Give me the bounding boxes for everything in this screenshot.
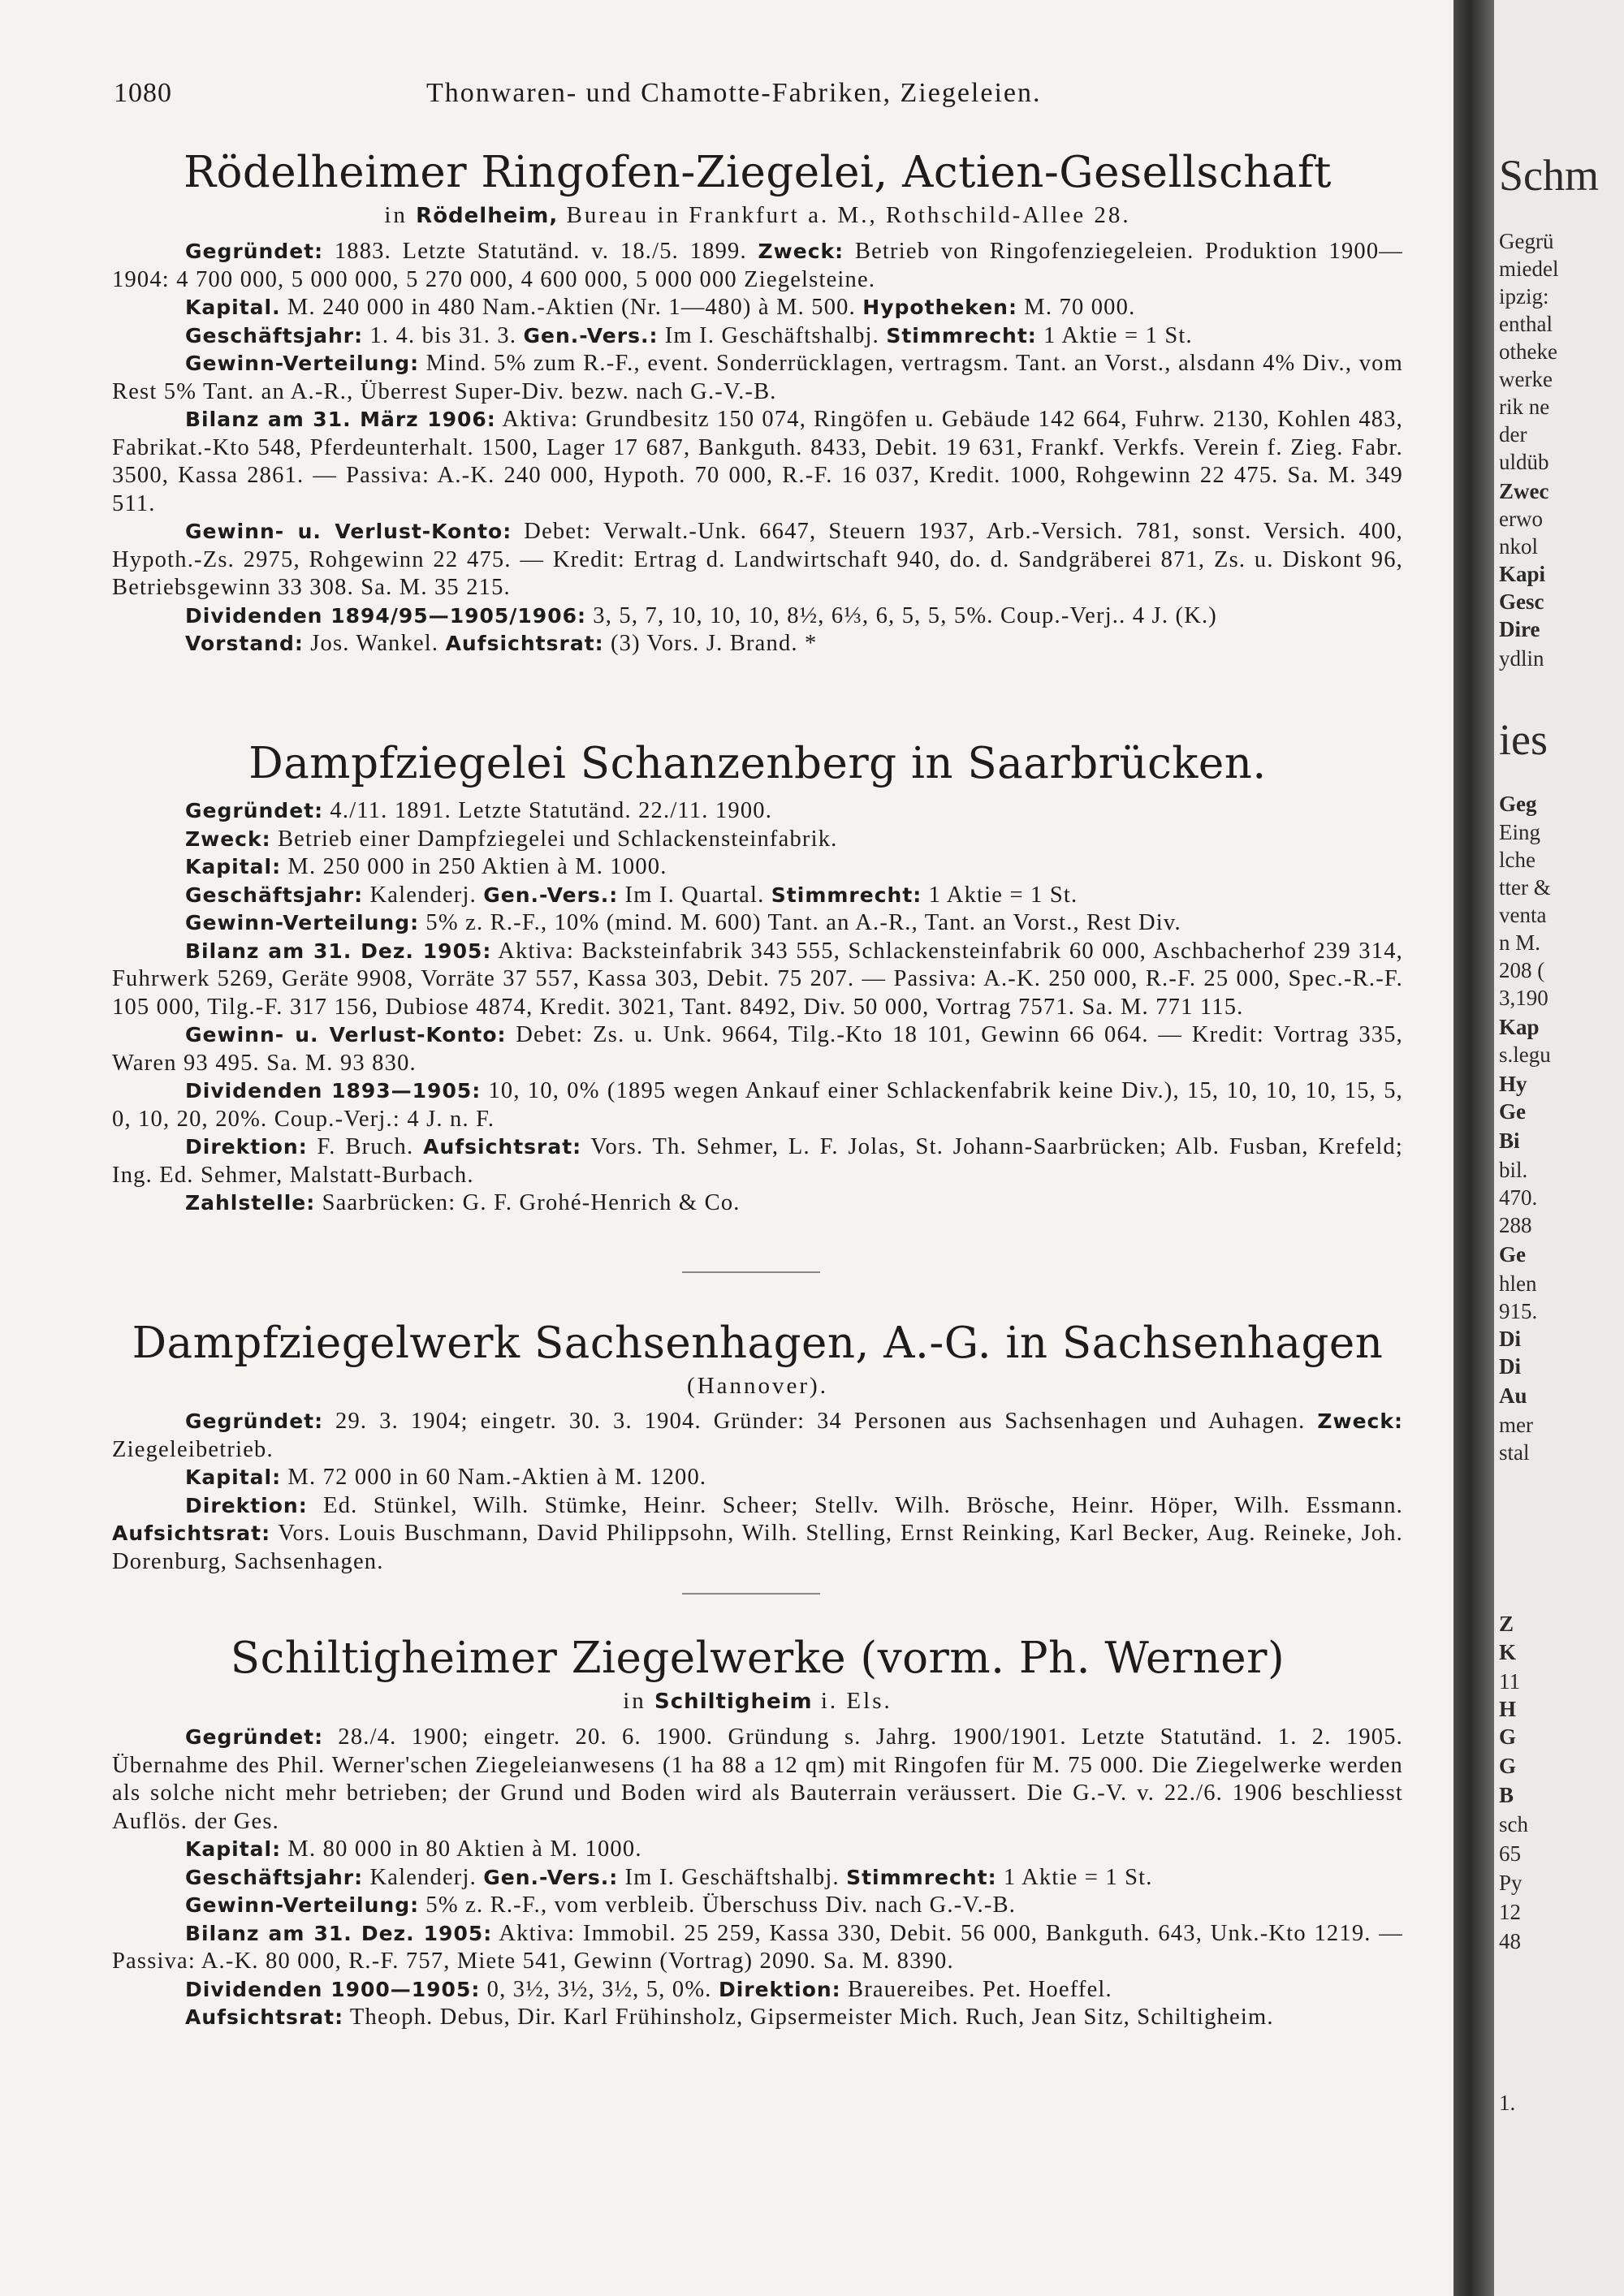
field-value: Theoph. Debus, Dir. Karl Frühinsholz, Gipsermeister Mich. Ruch, Jean Sitz, Schiltigheim.	[343, 2005, 1274, 2030]
entry-paragraph	[112, 602, 1403, 631]
field-value: Mind. 5% zum R.-F., event. Sonderrücklagen, vertragsm. Tant. an Vorst., alsdann 4% Div., vom Rest 5% Tant. an A.-R., Überrest Super-Div. bezw. nach G.-V.-B.	[112, 351, 1403, 404]
entry-paragraph	[112, 1724, 1403, 1836]
adjacent-page-fragment: B	[1499, 1783, 1514, 1807]
field-value: Kalenderj.	[363, 882, 484, 908]
entry-body	[112, 238, 1403, 658]
adjacent-page-fragment: G	[1499, 1724, 1517, 1749]
field-value: Im I. Geschäftshalbj.	[658, 322, 887, 348]
field-value: Aktiva: Backsteinfabrik 343 555, Schlackensteinfabrik 60 000, Aschbacherhof 239 314, Fuhrwerk 5269, Geräte 9908, Vorräte 37 557, Kassa 303, Debit. 75 207. — Passiva: A.-K. 250 000, R.-F. 25 000, Spec.-R.-F. 105 000, Tilg.-F. 317 156, Dubiose 4874, Kredit. 3021, Tant. 8492, Div. 50 000, Vortrag 7571. Sa. M. 771 115.	[112, 938, 1403, 1020]
entry-paragraph	[112, 797, 1403, 826]
field-label: Gewinn-Verteilung:	[185, 352, 420, 375]
field-value: Debet: Zs. u. Unk. 9664, Tilg.-Kto 18 101, Gewinn 66 064. — Kredit: Vortrag 335, Waren 93 495. Sa. M. 93 830.	[112, 1022, 1403, 1076]
field-label: Gewinn- u. Verlust-Konto:	[185, 1023, 507, 1047]
field-label: Zweck:	[758, 240, 844, 263]
field-label: Aufsichtsrat:	[112, 1521, 271, 1545]
field-value: 0, 3½, 3½, 3½, 5, 0%.	[480, 1976, 719, 2002]
company-entry-schiltigheim	[112, 1632, 1403, 2032]
book-gutter	[1453, 0, 1494, 2296]
entry-paragraph	[112, 882, 1403, 910]
field-value: 1 Aktie = 1 St.	[922, 882, 1078, 908]
adjacent-page-fragment: Dire	[1499, 617, 1540, 641]
field-label: Direktion:	[185, 1493, 308, 1517]
entry-paragraph	[112, 1892, 1403, 1920]
adjacent-page-fragment: rik ne	[1499, 395, 1550, 419]
adjacent-page-fragment: G	[1499, 1754, 1517, 1778]
entry-paragraph	[112, 1976, 1403, 2005]
adjacent-page-fragment: enthal	[1499, 312, 1553, 336]
adjacent-page-fragment: bil.	[1499, 1158, 1528, 1182]
company-entry-schanzenberg	[112, 737, 1403, 1218]
field-label: Bilanz am 31. Dez. 1905:	[185, 939, 492, 963]
adjacent-page-fragment: Di	[1499, 1327, 1521, 1351]
field-value: Debet: Verwalt.-Unk. 6647, Steuern 1937, Arb.-Versich. 781, sonst. Versich. 400, Hypoth.-Zs. 2975, Rohgewinn 22 475. — Kredit: Ertrag d. Landwirtschaft 940, do. d. Sandgräberei 871, Zs. u. Diskont 96, Betriebsgewinn 33 308. Sa. M. 35 215.	[112, 519, 1404, 600]
adjacent-page-fragment: Zwec	[1499, 479, 1549, 503]
adjacent-page-fragment: sch	[1499, 1812, 1528, 1836]
entry-paragraph	[112, 1077, 1403, 1133]
adjacent-page-fragment: Ge	[1499, 1242, 1526, 1267]
company-location: in Schiltigheim i. Els.	[623, 1688, 892, 1714]
field-label: Kapital:	[185, 1837, 282, 1861]
field-value: M. 72 000 in 60 Nam.-Aktien à M. 1200.	[281, 1465, 707, 1490]
field-value: Betrieb einer Dampfziegelei und Schlackensteinfabrik.	[270, 826, 838, 852]
running-title: Thonwaren- und Chamotte-Fabriken, Ziegeleien.	[426, 78, 1042, 108]
field-value: Im I. Quartal.	[618, 882, 771, 908]
field-value: 1 Aktie = 1 St.	[996, 1864, 1153, 1890]
field-label: Stimmrecht:	[846, 1865, 997, 1889]
entry-paragraph	[112, 1189, 1403, 1218]
field-label: Aufsichtsrat:	[185, 2005, 344, 2029]
adjacent-page-edge	[1494, 0, 1624, 2296]
entry-paragraph	[112, 1920, 1403, 1976]
adjacent-page-fragment: 12	[1499, 1900, 1521, 1924]
entry-paragraph	[112, 1133, 1403, 1189]
field-label: Aufsichtsrat:	[423, 1135, 582, 1159]
field-value: 1883. Letzte Statutänd. v. 18./5. 1899.	[323, 239, 758, 264]
entry-paragraph	[112, 1864, 1403, 1892]
adjacent-page-fragment: 470.	[1499, 1185, 1538, 1210]
adjacent-page-fragment: Ge	[1499, 1099, 1526, 1124]
field-label: Gegründet:	[185, 799, 324, 822]
entry-paragraph	[112, 1021, 1403, 1077]
field-label: Zweck:	[185, 826, 271, 851]
field-label: Gen.-Vers.:	[523, 323, 659, 347]
adjacent-page-fragment: ipzig:	[1499, 284, 1549, 309]
field-value: M. 80 000 in 80 Aktien à M. 1000.	[281, 1836, 642, 1862]
field-value: (3) Vors. J. Brand. *	[603, 631, 818, 656]
field-label: Vorstand:	[185, 632, 304, 655]
field-label: Dividenden 1893—1905:	[185, 1079, 482, 1103]
field-label: Bilanz am 31. Dez. 1905:	[185, 1921, 493, 1945]
company-title: Dampfziegelwerk Sachsenhagen, A.-G. in Sachsenhagen	[132, 1318, 1384, 1368]
field-label: Kapital:	[185, 1465, 282, 1489]
adjacent-page-fragment: 65	[1499, 1841, 1521, 1866]
field-value: Aktiva: Immobil. 25 259, Kassa 330, Debit. 56 000, Bankguth. 643, Unk.-Kto 1219. — Passiva: A.-K. 80 000, R.-F. 757, Miete 541, Gewinn (Vortrag) 2090. Sa. M. 8390.	[112, 1920, 1403, 1974]
field-label: Gegründet:	[185, 1409, 324, 1433]
company-title: Rödelheimer Ringofen-Ziegelei, Actien-Gesellschaft	[184, 148, 1332, 197]
entry-body	[112, 1408, 1403, 1576]
field-value: 10, 10, 0% (1895 wegen Ankauf einer Schlackenfabrik keine Div.), 15, 10, 10, 10, 15, 5, 0, 10, 20, 20%. Coup.-Verj.: 4 J. n. F.	[112, 1078, 1403, 1132]
field-value: 1. 4. bis 31. 3.	[363, 322, 524, 348]
entry-paragraph	[112, 518, 1403, 602]
field-value: 5% z. R.-F., vom verbleib. Überschuss Div. nach G.-V.-B.	[419, 1892, 1017, 1918]
entry-paragraph	[112, 406, 1403, 518]
field-value: Jos. Wankel.	[303, 631, 446, 656]
adjacent-page-fragment: 208 (	[1499, 958, 1545, 982]
section-divider	[682, 1271, 820, 1273]
adjacent-page-fragment: 288	[1499, 1213, 1532, 1237]
field-label: Dividenden 1900—1905:	[185, 1977, 481, 2001]
entry-paragraph	[112, 938, 1403, 1022]
entry-body	[112, 797, 1403, 1218]
entry-paragraph	[112, 1836, 1403, 1864]
field-label: Kapital:	[185, 855, 282, 878]
adjacent-page-fragment: stal	[1499, 1440, 1530, 1465]
field-label: Gegründet:	[185, 1725, 324, 1749]
field-value: Betrieb von Ringofenziegeleien. Produktion 1900—1904: 4 700 000, 5 000 000, 5 270 000, 4 600 000, 5 000 000 Ziegelsteine.	[112, 239, 1403, 292]
entry-paragraph	[112, 853, 1403, 882]
adjacent-page-fragment: H	[1499, 1697, 1517, 1721]
adjacent-page-fragment: Au	[1499, 1383, 1527, 1408]
adjacent-page-fragment: ydlin	[1499, 646, 1544, 671]
adjacent-page-fragment: Schm	[1499, 151, 1600, 200]
entry-body	[112, 1724, 1403, 2032]
field-label: Aufsichtsrat:	[445, 632, 604, 655]
adjacent-page-fragment: s.legu	[1499, 1042, 1551, 1067]
adjacent-page-fragment: Hy	[1499, 1072, 1527, 1096]
entry-paragraph	[112, 350, 1403, 406]
entry-paragraph	[112, 294, 1403, 322]
field-label: Kapital.	[185, 296, 281, 319]
field-value: 28./4. 1900; eingetr. 20. 6. 1900. Gründung s. Jahrg. 1900/1901. Letzte Statutänd. 1. 2. 1905. Übernahme des Phil. Werner'schen Ziegeleianwesens (1 ha 88 a 12 qm) mit Ringofen für M. 75 000. Die Ziegelwerke werden als solche nicht mehr betrieben; der Grund und Boden wird als Bauterrain veräussert. Die G.-V. v. 22./6. 1906 beschliesst Auflös. der Ges.	[112, 1724, 1403, 1834]
adjacent-page-fragment: ies	[1499, 715, 1548, 764]
field-label: Hypotheken:	[862, 296, 1017, 319]
entry-paragraph	[112, 909, 1403, 938]
field-label: Dividenden 1894/95—1905/1906:	[185, 603, 586, 628]
field-value: Ed. Stünkel, Wilh. Stümke, Heinr. Scheer; Stellv. Wilh. Brösche, Heinr. Höper, Wilh. Essmann.	[307, 1492, 1403, 1518]
field-label: Gegründet:	[185, 240, 324, 263]
field-value: Aktiva: Grundbesitz 150 074, Ringöfen u. Gebäude 142 664, Fuhrw. 2130, Kohlen 483, Fabrikat.-Kto 548, Pferdeunterhalt. 1500, Lager 17 687, Bankguth. 8433, Debit. 19 631, Frankf. Verkfs. Verein f. Zieg. Fabr. 3500, Kassa 2861. — Passiva: A.-K. 240 000, Hypoth. 70 000, R.-F. 16 037, Kredit. 1000, Rohgewinn 22 475. Sa. M. 349 511.	[112, 407, 1403, 516]
field-value: F. Bruch.	[307, 1134, 424, 1159]
field-label: Zweck:	[1317, 1409, 1403, 1433]
field-value: Vors. Louis Buschmann, David Philippsohn, Wilh. Stelling, Ernst Reinking, Karl Becker, Aug. Reineke, Joh. Dorenburg, Sachsenhagen.	[112, 1521, 1403, 1574]
entry-paragraph	[112, 2004, 1403, 2032]
field-value: M. 250 000 in 250 Aktien à M. 1000.	[281, 854, 667, 879]
company-title: Dampfziegelei Schanzenberg in Saarbrücken.	[248, 739, 1267, 788]
field-value: Im I. Geschäftshalbj.	[618, 1864, 847, 1890]
adjacent-page-fragment: Py	[1499, 1871, 1522, 1895]
field-value: Brauereibes. Pet. Hoeffel.	[840, 1976, 1112, 2002]
entry-paragraph	[112, 826, 1403, 854]
field-label: Stimmrecht:	[771, 883, 922, 907]
entry-paragraph	[112, 322, 1403, 351]
field-value: Vors. Th. Sehmer, L. F. Jolas, St. Johann-Saarbrücken; Alb. Fusban, Krefeld; Ing. Ed. Sehmer, Malstatt-Burbach.	[112, 1134, 1404, 1188]
entry-paragraph	[112, 1464, 1403, 1492]
adjacent-page-fragment: Geg	[1499, 792, 1537, 816]
adjacent-page-fragment: Eing	[1499, 820, 1540, 844]
field-value: 5% z. R.-F., 10% (mind. M. 600) Tant. an A.-R., Tant. an Vorst., Rest Div.	[419, 910, 1181, 935]
field-label: Gewinn-Verteilung:	[185, 911, 420, 934]
adjacent-page-fragment: mer	[1499, 1413, 1533, 1437]
company-title: Schiltigheimer Ziegelwerke (vorm. Ph. Werner)	[230, 1634, 1285, 1683]
adjacent-page-fragment: Bi	[1499, 1129, 1520, 1153]
field-label: Gen.-Vers.:	[483, 883, 619, 907]
adjacent-page-fragment: uldüb	[1499, 450, 1549, 474]
field-value: M. 70 000.	[1017, 295, 1136, 320]
adjacent-page-fragment: n M.	[1499, 930, 1541, 955]
field-value: 4./11. 1891. Letzte Statutänd. 22./11. 1900.	[323, 798, 773, 823]
field-value: Ziegeleibetrieb.	[112, 1436, 274, 1462]
field-value: 29. 3. 1904; eingetr. 30. 3. 1904. Gründer: 34 Personen aus Sachsenhagen und Auhagen.	[323, 1409, 1318, 1434]
adjacent-page-fragment: 915.	[1499, 1299, 1538, 1323]
running-header	[114, 78, 1445, 119]
page-number: 1080	[114, 78, 172, 108]
field-label: Direktion:	[185, 1135, 308, 1159]
company-entry-roedelheim	[112, 146, 1403, 658]
field-label: Geschäftsjahr:	[185, 883, 364, 907]
adjacent-page-fragment: otheke	[1499, 339, 1557, 364]
section-divider	[682, 1593, 820, 1595]
field-label: Gewinn- u. Verlust-Konto:	[185, 520, 512, 543]
entry-paragraph	[112, 1408, 1403, 1464]
adjacent-page-fragment: erwo	[1499, 507, 1543, 531]
adjacent-page-fragment: Gesc	[1499, 589, 1544, 614]
field-value: 1 Aktie = 1 St.	[1036, 322, 1193, 348]
field-value: 3, 5, 7, 10, 10, 10, 8½, 6⅓, 6, 5, 5, 5%. Coup.-Verj.. 4 J. (K.)	[585, 602, 1217, 628]
adjacent-page-fragment: 11	[1499, 1669, 1520, 1694]
field-label: Stimmrecht:	[886, 323, 1037, 347]
adjacent-page-fragment: werke	[1499, 367, 1553, 391]
field-value: M. 240 000 in 480 Nam.-Aktien (Nr. 1—480) à M. 500.	[280, 295, 863, 320]
adjacent-page-fragment: K	[1499, 1640, 1517, 1664]
adjacent-page-fragment: Kapi	[1499, 562, 1546, 586]
adjacent-page-fragment: Gegrü	[1499, 229, 1554, 253]
entry-paragraph	[112, 238, 1403, 294]
company-location: (Hannover).	[687, 1373, 828, 1399]
field-label: Zahlstelle:	[185, 1191, 316, 1215]
adjacent-page-fragment: venta	[1499, 903, 1547, 927]
company-location: in Rödelheim, Bureau in Frankfurt a. M., Rothschild-Allee 28.	[384, 202, 1131, 228]
adjacent-page-fragment: 48	[1499, 1929, 1521, 1953]
entry-paragraph	[112, 1492, 1403, 1577]
adjacent-page-fragment: 3,190	[1499, 986, 1548, 1010]
field-label: Geschäftsjahr:	[185, 1865, 364, 1889]
adjacent-page-fragment: der	[1499, 422, 1527, 447]
field-label: Gen.-Vers.:	[483, 1865, 619, 1889]
field-label: Direktion:	[718, 1977, 841, 2001]
adjacent-page-fragment: nkol	[1499, 534, 1539, 559]
field-value: Kalenderj.	[363, 1864, 484, 1890]
adjacent-page-fragment: Z	[1499, 1612, 1514, 1636]
company-entry-sachsenhagen	[112, 1317, 1403, 1576]
adjacent-page-fragment: hlen	[1499, 1271, 1537, 1296]
field-label: Gewinn-Verteilung:	[185, 1893, 420, 1917]
adjacent-page-fragment: Kap	[1499, 1015, 1540, 1039]
adjacent-page-fragment: lche	[1499, 848, 1535, 872]
field-value: Saarbrücken: G. F. Grohé-Henrich & Co.	[315, 1190, 741, 1215]
field-label: Bilanz am 31. März 1906:	[185, 408, 496, 431]
field-label: Geschäftsjahr:	[185, 323, 364, 347]
entry-paragraph	[112, 630, 1403, 658]
adjacent-page-fragment: Di	[1499, 1354, 1521, 1379]
adjacent-page-fragment: miedel	[1499, 257, 1559, 281]
adjacent-page-fragment: tter &	[1499, 875, 1551, 900]
adjacent-page-fragment: 1.	[1499, 2091, 1516, 2115]
